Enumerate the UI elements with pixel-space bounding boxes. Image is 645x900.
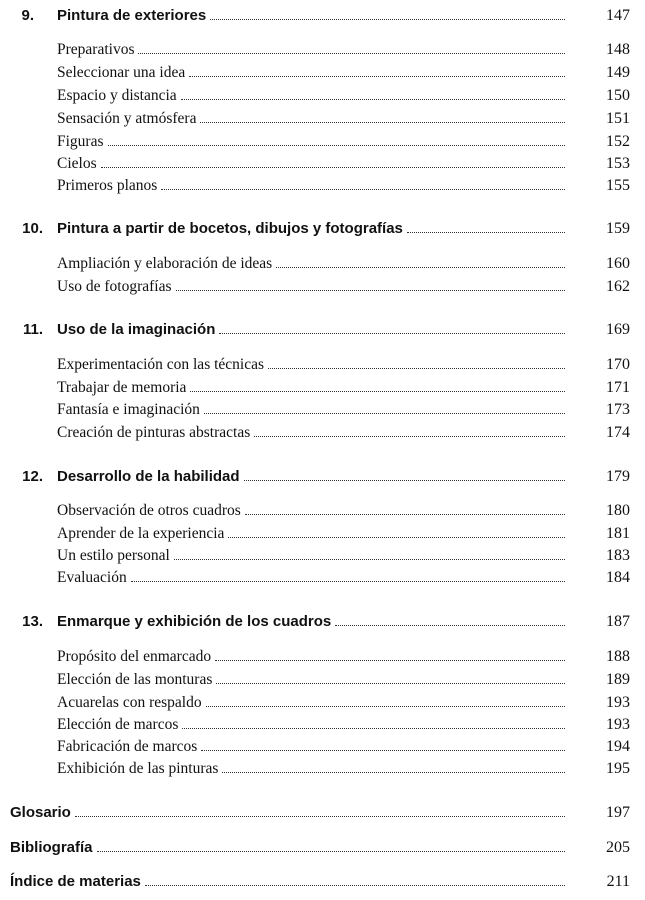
section-entry bbox=[0, 567, 645, 589]
dot-leader bbox=[407, 232, 565, 233]
section-entry bbox=[0, 545, 645, 567]
dot-leader bbox=[181, 99, 565, 100]
section-title: Observación de otros cuadros bbox=[57, 502, 241, 519]
dot-leader bbox=[204, 413, 565, 414]
page-number: 148 bbox=[606, 41, 630, 58]
back-matter-entry bbox=[0, 871, 645, 893]
chapter-title: Uso de la imaginación bbox=[57, 321, 216, 338]
section-entry bbox=[0, 758, 645, 780]
section-entry bbox=[0, 500, 645, 522]
section-title: Uso de fotografías bbox=[57, 278, 172, 295]
dot-leader bbox=[254, 436, 565, 437]
section-title: Creación de pinturas abstractas bbox=[57, 424, 251, 441]
section-title: Aprender de la experiencia bbox=[57, 525, 225, 542]
page-number: 171 bbox=[606, 379, 630, 396]
dot-leader bbox=[219, 333, 565, 334]
dot-leader bbox=[176, 290, 566, 291]
page-number: 150 bbox=[606, 87, 630, 104]
chapter-heading bbox=[0, 611, 645, 633]
page-number: 194 bbox=[606, 738, 630, 755]
section-title: Sensación y atmósfera bbox=[57, 110, 197, 127]
chapter-number: 9. bbox=[21, 7, 34, 24]
section-title: Elección de marcos bbox=[57, 716, 179, 733]
section-title: Cielos bbox=[57, 155, 97, 172]
page-number: 187 bbox=[606, 613, 630, 630]
page-number: 211 bbox=[606, 873, 630, 890]
page-number: 159 bbox=[606, 220, 630, 237]
section-title: Espacio y distancia bbox=[57, 87, 177, 104]
dot-leader bbox=[276, 267, 565, 268]
section-entry bbox=[0, 399, 645, 421]
section-title: Fabricación de marcos bbox=[57, 738, 198, 755]
section-title: Experimentación con las técnicas bbox=[57, 356, 265, 373]
page-number: 149 bbox=[606, 64, 630, 81]
page-number: 160 bbox=[606, 255, 630, 272]
dot-leader bbox=[244, 480, 565, 481]
section-entry bbox=[0, 253, 645, 275]
section-title: Evaluación bbox=[57, 569, 127, 586]
back-matter-title: Índice de materias bbox=[10, 873, 141, 890]
page-number: 193 bbox=[606, 694, 630, 711]
page-number: 184 bbox=[606, 569, 630, 586]
section-title: Elección de las monturas bbox=[57, 671, 213, 688]
section-title: Un estilo personal bbox=[57, 547, 170, 564]
chapter-heading bbox=[0, 218, 645, 240]
dot-leader bbox=[268, 368, 565, 369]
dot-leader bbox=[206, 706, 565, 707]
dot-leader bbox=[222, 772, 565, 773]
dot-leader bbox=[335, 625, 565, 626]
chapter-title: Enmarque y exhibición de los cuadros bbox=[57, 613, 332, 630]
section-title: Exhibición de las pinturas bbox=[57, 760, 219, 777]
page-number: 155 bbox=[606, 177, 630, 194]
section-entry bbox=[0, 131, 645, 153]
chapter-number: 11. bbox=[22, 321, 43, 338]
back-matter-title: Glosario bbox=[10, 804, 71, 821]
page-number: 162 bbox=[606, 278, 630, 295]
page-number: 180 bbox=[606, 502, 630, 519]
chapter-heading bbox=[0, 319, 645, 341]
page-number: 170 bbox=[606, 356, 630, 373]
section-title: Trabajar de memoria bbox=[57, 379, 187, 396]
section-entry bbox=[0, 85, 645, 107]
dot-leader bbox=[97, 851, 565, 852]
section-entry bbox=[0, 422, 645, 444]
chapter-heading bbox=[0, 466, 645, 488]
section-entry bbox=[0, 736, 645, 758]
section-title: Figuras bbox=[57, 133, 104, 150]
section-entry bbox=[0, 276, 645, 298]
section-entry bbox=[0, 692, 645, 714]
page-number: 179 bbox=[606, 468, 630, 485]
section-entry bbox=[0, 175, 645, 197]
section-title: Ampliación y elaboración de ideas bbox=[57, 255, 273, 272]
section-title: Propósito del enmarcado bbox=[57, 648, 212, 665]
dot-leader bbox=[215, 660, 565, 661]
section-entry bbox=[0, 108, 645, 130]
dot-leader bbox=[161, 189, 565, 190]
page-number: 174 bbox=[606, 424, 630, 441]
page-number: 153 bbox=[606, 155, 630, 172]
back-matter-entry bbox=[0, 837, 645, 859]
page-number: 183 bbox=[606, 547, 630, 564]
back-matter-entry bbox=[0, 802, 645, 824]
chapter-title: Pintura a partir de bocetos, dibujos y fotografías bbox=[57, 220, 403, 237]
chapter-number: 12. bbox=[22, 468, 43, 485]
section-title: Seleccionar una idea bbox=[57, 64, 186, 81]
chapter-heading bbox=[0, 5, 645, 27]
section-entry bbox=[0, 714, 645, 736]
chapter-number: 10. bbox=[22, 220, 43, 237]
page-number: 188 bbox=[606, 648, 630, 665]
dot-leader bbox=[189, 76, 565, 77]
section-entry bbox=[0, 377, 645, 399]
page-number: 152 bbox=[606, 133, 630, 150]
chapter-number: 13. bbox=[22, 613, 43, 630]
section-title: Acuarelas con respaldo bbox=[57, 694, 202, 711]
chapter-title: Desarrollo de la habilidad bbox=[57, 468, 240, 485]
page-number: 205 bbox=[606, 839, 630, 856]
section-entry bbox=[0, 646, 645, 668]
section-entry bbox=[0, 39, 645, 61]
page-number: 197 bbox=[606, 804, 630, 821]
section-title: Primeros planos bbox=[57, 177, 158, 194]
section-entry bbox=[0, 153, 645, 175]
dot-leader bbox=[182, 728, 565, 729]
page-number: 193 bbox=[606, 716, 630, 733]
dot-leader bbox=[190, 391, 565, 392]
page-number: 181 bbox=[606, 525, 630, 542]
dot-leader bbox=[245, 514, 565, 515]
dot-leader bbox=[75, 816, 565, 817]
back-matter-title: Bibliografía bbox=[10, 839, 93, 856]
dot-leader bbox=[101, 167, 565, 168]
dot-leader bbox=[138, 53, 565, 54]
page-number: 173 bbox=[606, 401, 630, 418]
section-title: Preparativos bbox=[57, 41, 135, 58]
dot-leader bbox=[145, 885, 565, 886]
page-number: 151 bbox=[606, 110, 630, 127]
section-entry bbox=[0, 669, 645, 691]
page-number: 189 bbox=[606, 671, 630, 688]
dot-leader bbox=[131, 581, 565, 582]
chapter-title: Pintura de exteriores bbox=[57, 7, 207, 24]
section-entry bbox=[0, 354, 645, 376]
page-number: 169 bbox=[606, 321, 630, 338]
section-entry bbox=[0, 523, 645, 545]
dot-leader bbox=[174, 559, 565, 560]
page-number: 195 bbox=[606, 760, 630, 777]
section-title: Fantasía e imaginación bbox=[57, 401, 200, 418]
dot-leader bbox=[200, 122, 565, 123]
dot-leader bbox=[108, 145, 566, 146]
section-entry bbox=[0, 62, 645, 84]
page-number: 147 bbox=[606, 7, 630, 24]
dot-leader bbox=[228, 537, 565, 538]
dot-leader bbox=[201, 750, 565, 751]
dot-leader bbox=[210, 19, 565, 20]
dot-leader bbox=[216, 683, 565, 684]
